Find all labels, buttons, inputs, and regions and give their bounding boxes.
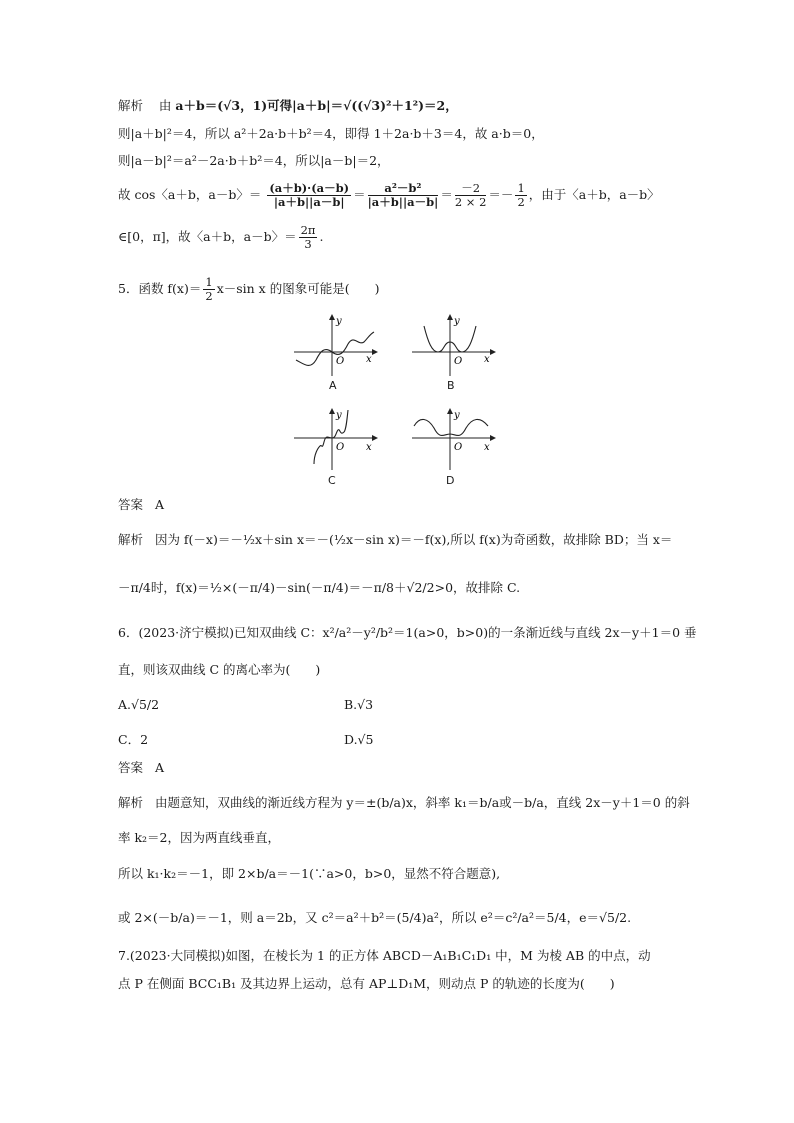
axis-y-label: y: [336, 316, 342, 327]
axis-x-label: x: [484, 442, 490, 453]
graph-a: [292, 312, 382, 378]
axis-x-label: x: [366, 354, 372, 365]
graph-c: [292, 406, 382, 472]
axis-x-label: x: [484, 354, 490, 365]
solution4-line1: [118, 98, 458, 114]
solution-label: 解析: [118, 98, 144, 113]
question6-stem-line2: 直，则该双曲线 C 的离心率为( ): [118, 662, 321, 677]
fraction: $\frac{1}{2}$: [205, 275, 213, 303]
fraction: $\frac{1}{2}$: [517, 181, 525, 209]
option-b: B.√3: [344, 697, 374, 712]
q6-solution-line1: 解析 由题意知，双曲线的渐近线方程为 y＝±(b/a)x，斜率 k₁＝b/a或－b/a，直线 2x－y＋1＝0 的斜: [118, 795, 690, 810]
graph-label-b: B: [447, 379, 455, 392]
q6-solution-line4: 或 2×(－b/a)＝－1，则 a＝2b，又 c²＝a²＋b²＝(5/4)a²，所以 e²＝c²/a²＝5/4，e＝√5/2.: [118, 910, 632, 925]
answer-value: A: [154, 760, 164, 775]
solution-label: 解析: [118, 795, 144, 810]
q6-solution-line3: 所以 k₁·k₂＝－1，即 2×b/a＝－1(∵a>0，b>0，显然不符合题意),: [118, 866, 501, 881]
graph-d: [410, 406, 500, 472]
q6-solution-line2: 率 k₂＝2，因为两直线垂直，: [118, 830, 281, 845]
question6-stem-line1: 6．(2023·济宁模拟)已知双曲线 C：x²/a²－y²/b²＝1(a>0，b>0)的一条渐近线与直线 2x－y＋1＝0 垂: [118, 625, 697, 640]
q6-answer: [118, 760, 164, 776]
fraction: $\frac{\text{a²－b²}}{|a+b||a-b|}$: [367, 181, 439, 209]
option-a: A.√5/2: [118, 697, 160, 712]
solution-label: 解析: [118, 532, 144, 547]
axis-y-label: y: [454, 410, 460, 421]
origin-label: O: [336, 442, 345, 453]
solution4-line5: ∈[0，π]，故〈a＋b，a－b〉＝ $\frac{2\pi}{3}$ .: [118, 223, 324, 251]
question7-stem-line2: 点 P 在侧面 BCC₁B₁ 及其边界上运动，总有 AP⊥D₁M，则动点 P 的轨迹的长度为( ): [118, 976, 615, 991]
origin-label: O: [454, 356, 463, 367]
axis-y-label: y: [454, 316, 460, 327]
solution4-line3: 则|a－b|²＝a²－2a·b＋b²＝4，所以|a－b|＝2，: [118, 153, 390, 168]
graph-b: [410, 312, 500, 378]
origin-label: O: [454, 442, 463, 453]
solution4-text: 故 cos〈a＋b，a－b〉＝: [118, 187, 262, 202]
axis-y-label: y: [336, 410, 342, 421]
solution4-text: ∈[0，π]，故〈a＋b，a－b〉＝: [118, 229, 297, 244]
q5-solution-line1: 解析 因为 f(－x)＝－½x＋sin x＝－(½x－sin x)＝－f(x),所以 f(x)为奇函数，故排除 BD；当 x＝: [118, 532, 673, 547]
axis-x-label: x: [366, 442, 372, 453]
option-c: C．2: [118, 732, 149, 747]
answer-value: A: [154, 497, 164, 512]
question5-stem: 5．函数 f(x)＝ $\frac{1}{2}$ x－sin x 的图象可能是( ): [118, 275, 380, 303]
graph-label-d: D: [446, 474, 455, 487]
q5-solution-line2: －π/4时，f(x)＝½×(－π/4)－sin(－π/4)＝－π/8＋√2/2>0，故排除 C.: [118, 580, 521, 595]
fraction: $\frac{-2}{2 \times 2}$: [454, 181, 487, 209]
graph-label-a: A: [329, 379, 337, 392]
answer-label: 答案: [118, 497, 144, 512]
q5-answer: [118, 497, 164, 513]
answer-label: 答案: [118, 760, 144, 775]
question7-stem-line1: 7.(2023·大同模拟)如图，在棱长为 1 的正方体 ABCD－A₁B₁C₁D₁ 中，M 为棱 AB 的中点，动: [118, 948, 651, 963]
fraction: $\frac{2\pi}{3}$: [300, 223, 316, 251]
solution4-text: ，由于〈a＋b，a－b〉: [528, 187, 660, 202]
solution4-line2: 则|a＋b|²＝4，所以 a²＋2a·b＋b²＝4，即得 1＋2a·b＋3＝4，故 a·b＝0，: [118, 126, 544, 141]
option-d: D.√5: [344, 732, 374, 747]
fraction: $\frac{(a+b)\cdot(a-b)}{|a+b||a-b|}$: [269, 181, 350, 209]
origin-label: O: [336, 356, 345, 367]
solution4-text: a＋b＝(√3，1)可得|a＋b|＝√((√3)²＋1²)＝2，: [175, 98, 458, 113]
solution4-line4: 故 cos〈a＋b，a－b〉＝ $\frac{(a+b)\cdot(a-b)}{|a+b||a-b|}$ ＝ $\frac{\text{a²－b²}}{|a+b||a-b|}$ ＝ $\frac{-2}{2 \times 2}$ ＝－ $\frac{1}{2}$ ，由于〈a＋b，a－b〉: [118, 181, 660, 209]
graph-label-c: C: [328, 474, 336, 487]
solution4-text: 由: [158, 98, 176, 113]
